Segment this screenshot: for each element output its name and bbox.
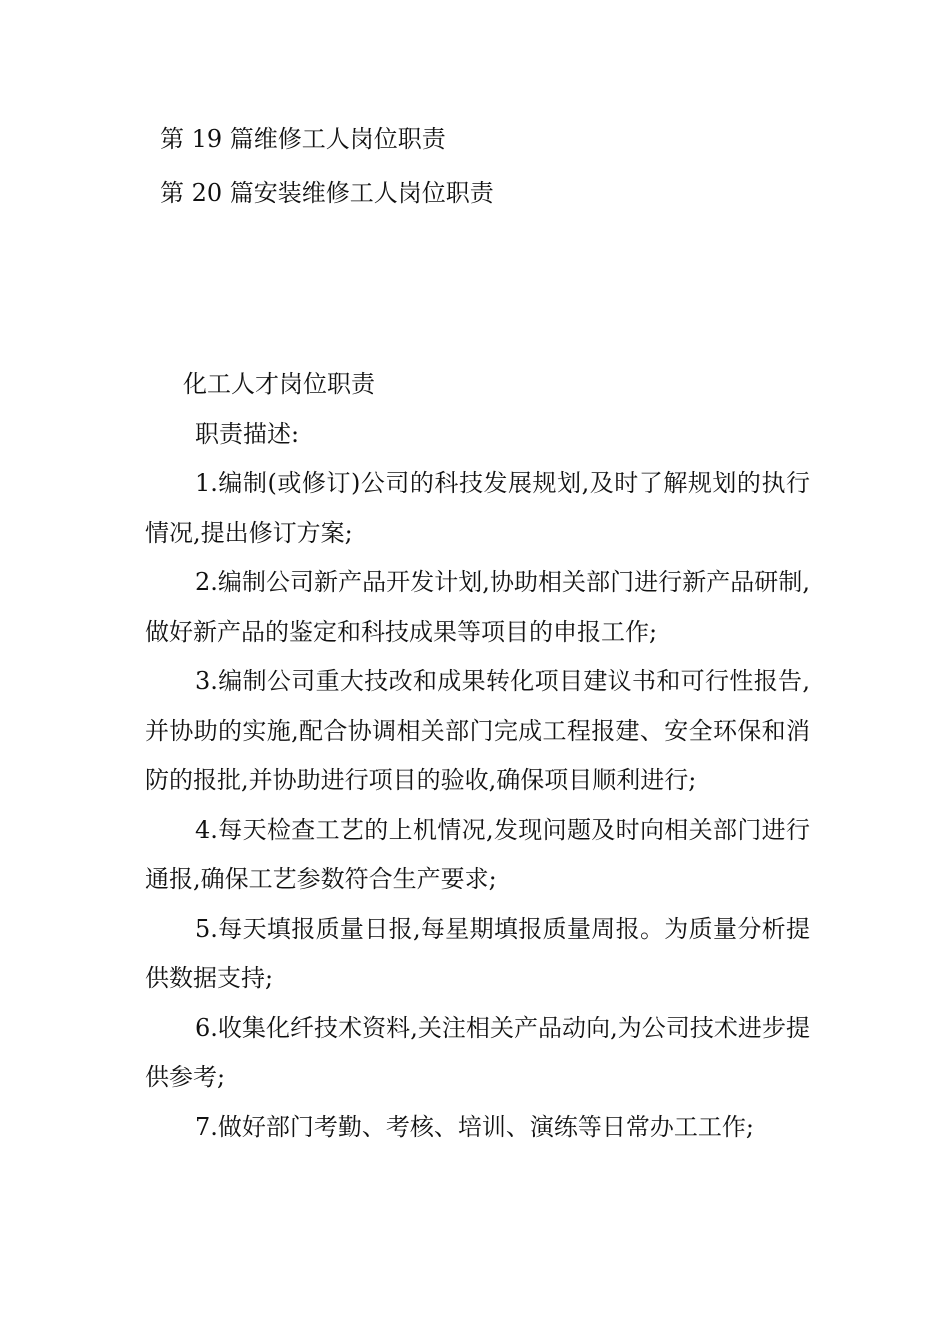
toc-entry: 第 19 篇维修工人岗位职责 <box>160 125 446 153</box>
section-subheading: 职责描述: <box>195 419 300 448</box>
duty-item: 4.每天检查工艺的上机情况,发现问题及时向相关部门进行通报,确保工艺参数符合生产要求; <box>145 815 810 893</box>
duty-item: 6.收集化纤技术资料,关注相关产品动向,为公司技术进步提供参考; <box>145 1013 810 1091</box>
duty-item: 1.编制(或修订)公司的科技发展规划,及时了解规划的执行情况,提出修订方案; <box>145 469 810 547</box>
table-of-contents <box>160 112 494 220</box>
article-title: 化工人才岗位职责 <box>183 370 375 398</box>
article <box>145 360 810 1152</box>
duty-item: 2.编制公司新产品开发计划,协助相关部门进行新产品研制,做好新产品的鉴定和科技成果等项目的申报工作; <box>145 568 810 646</box>
duty-item: 3.编制公司重大技改和成果转化项目建议书和可行性报告,并协助的实施,配合协调相关部门完成工程报建、安全环保和消防的报批,并协助进行项目的验收,确保项目顺利进行; <box>145 667 810 794</box>
duty-item: 7.做好部门考勤、考核、培训、演练等日常办工工作; <box>195 1112 754 1141</box>
toc-entry: 第 20 篇安装维修工人岗位职责 <box>160 179 494 207</box>
duty-item: 5.每天填报质量日报,每星期填报质量周报。为质量分析提供数据支持; <box>145 914 810 992</box>
